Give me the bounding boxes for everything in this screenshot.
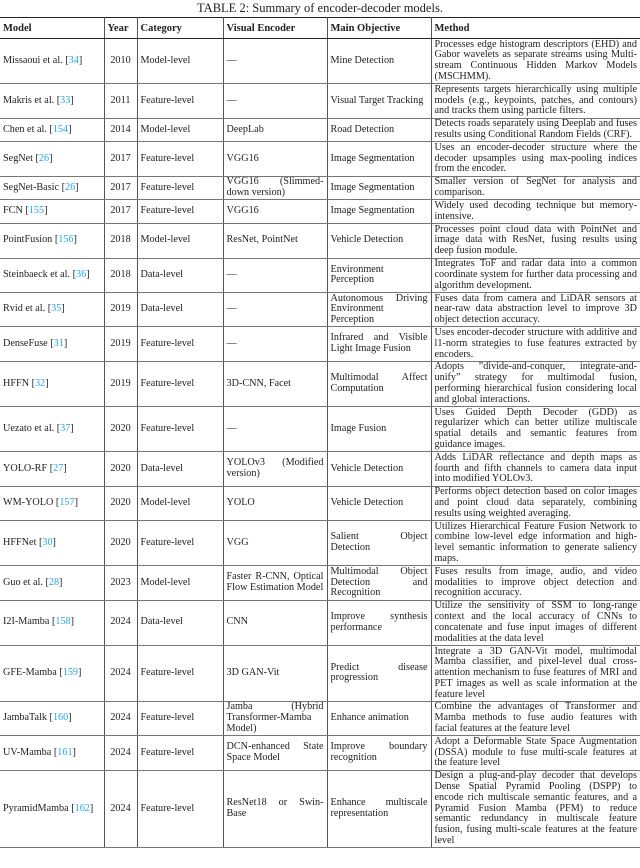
model-name: JambaTalk — [3, 712, 47, 724]
model-name: Makris et al. — [3, 94, 55, 106]
table-row — [0, 521, 640, 566]
model-cell: SegNet-Basic [26] — [0, 176, 104, 200]
citation-link[interactable]: 35 — [51, 303, 62, 315]
model-name: SegNet — [3, 152, 33, 164]
category-cell: Feature-level — [137, 701, 223, 735]
citation-link[interactable]: 34 — [68, 54, 79, 66]
category-cell: Feature-level — [137, 361, 223, 406]
method-cell: Represents targets hierarchically using multiple models (e.g., keypoints, patches, and contours) and tracks them using particle filters. — [431, 84, 640, 118]
model-name: Uezato et al. — [3, 422, 55, 434]
model-cell: Chen et al. [154] — [0, 118, 104, 142]
model-name: DenseFuse — [3, 337, 48, 349]
method-cell: Combine the advantages of Transformer and Mamba methods to fuse audio features with facial features at the feature level — [431, 701, 640, 735]
citation-link[interactable]: 155 — [28, 205, 45, 217]
method-cell: Adds LiDAR reflectance and depth maps as fourth and fifth channels to camera data input into modified YOLOv3. — [431, 452, 640, 486]
table-row — [0, 118, 640, 142]
main-objective-cell: Predict disease progression — [327, 645, 431, 701]
main-objective-cell: Mine Detection — [327, 39, 431, 84]
main-objective-cell: Image Segmentation — [327, 200, 431, 224]
table-row — [0, 84, 640, 118]
model-name: PointFusion — [3, 234, 53, 246]
main-objective-cell: Multimodal Object Detection and Recognition — [327, 566, 431, 600]
table-row — [0, 736, 640, 770]
year-cell: 2020 — [104, 486, 137, 520]
year-cell: 2020 — [104, 521, 137, 566]
method-cell: Utilizes Hierarchical Feature Fusion Network to combine low-level edge information and high-level semantic information to generate saliency maps. — [431, 521, 640, 566]
model-cell: PointFusion [156] — [0, 224, 104, 258]
citation-link[interactable]: 33 — [60, 94, 71, 106]
method-cell: Uses encoder-decoder structure with additive and l1-norm strategies to fuse features extracted by encoders. — [431, 327, 640, 361]
category-cell: Feature-level — [137, 200, 223, 224]
main-objective-cell: Improve synthesis performance — [327, 600, 431, 645]
year-cell: 2017 — [104, 200, 137, 224]
table-row — [0, 258, 640, 292]
main-objective-cell: Vehicle Detection — [327, 224, 431, 258]
citation-link[interactable]: 160 — [52, 712, 69, 724]
category-cell: Feature-level — [137, 176, 223, 200]
visual-encoder-cell: YOLO — [223, 486, 327, 520]
model-cell: Makris et al. [33] — [0, 84, 104, 118]
main-objective-cell: Enhance multiscale representation — [327, 770, 431, 847]
method-cell: Fuses results from image, audio, and video modalities to improve object detection and recognition accuracy. — [431, 566, 640, 600]
visual-encoder-cell: Jamba (Hybrid Transformer-Mamba Model) — [223, 701, 327, 735]
citation-link[interactable]: 32 — [35, 377, 46, 389]
main-objective-cell: Visual Target Tracking — [327, 84, 431, 118]
table-row — [0, 645, 640, 701]
year-cell: 2020 — [104, 452, 137, 486]
category-cell: Feature-level — [137, 142, 223, 176]
model-cell: Uezato et al. [37] — [0, 407, 104, 452]
main-objective-cell: Salient Object Detection — [327, 521, 431, 566]
category-cell: Feature-level — [137, 407, 223, 452]
model-cell: JambaTalk [160] — [0, 701, 104, 735]
citation-link[interactable]: 154 — [52, 123, 69, 135]
model-cell: PyramidMamba [162] — [0, 770, 104, 847]
visual-encoder-cell: — — [223, 84, 327, 118]
citation-link[interactable]: 158 — [55, 616, 71, 628]
method-cell: Processes point cloud data with PointNet and image data with ResNet, fusing results using deep fusion module. — [431, 224, 640, 258]
citation-link[interactable]: 37 — [60, 422, 71, 434]
year-cell: 2019 — [104, 361, 137, 406]
year-cell: 2019 — [104, 327, 137, 361]
model-cell: Guo et al. [28] — [0, 566, 104, 600]
model-cell: UV-Mamba [161] — [0, 736, 104, 770]
visual-encoder-cell: ResNet, PointNet — [223, 224, 327, 258]
model-name: Chen et al. — [3, 123, 47, 135]
visual-encoder-cell: VGG16 — [223, 142, 327, 176]
category-cell: Feature-level — [137, 84, 223, 118]
method-cell: Design a plug-and-play decoder that develops Dense Spatial Pyramid Pooling (DSPP) to encode rich multiscale semantic features, and a Pyramid Fusion Mamba (PFM) to reduce semantic redundancy in multiscale feature fusion, fusing multi-scale features at the feature level — [431, 770, 640, 847]
method-cell: Integrate a 3D GAN-Vit model, multimodal Mamba classifier, and pixel-level dual cross-attention mechanism to fuse features of MRI and PET images as well as scale information at the feature level — [431, 645, 640, 701]
table-row — [0, 452, 640, 486]
citation-link[interactable]: 27 — [53, 462, 64, 474]
year-cell: 2017 — [104, 142, 137, 176]
year-cell: 2018 — [104, 258, 137, 292]
category-cell: Model-level — [137, 39, 223, 84]
table-row — [0, 407, 640, 452]
year-cell: 2010 — [104, 39, 137, 84]
category-cell: Data-level — [137, 600, 223, 645]
year-cell: 2011 — [104, 84, 137, 118]
table-row — [0, 327, 640, 361]
citation-link[interactable]: 161 — [57, 746, 73, 758]
main-objective-cell: Image Segmentation — [327, 176, 431, 200]
header-visual-encoder: Visual Encoder — [223, 18, 327, 39]
year-cell: 2014 — [104, 118, 137, 142]
table-row — [0, 39, 640, 84]
method-cell: Integrates ToF and radar data into a common coordinate system for further data processing and algorithm development. — [431, 258, 640, 292]
category-cell: Model-level — [137, 566, 223, 600]
visual-encoder-cell: — — [223, 407, 327, 452]
table-row — [0, 142, 640, 176]
model-cell: HFFNet [30] — [0, 521, 104, 566]
header-model: Model — [0, 18, 104, 39]
table-row — [0, 770, 640, 847]
year-cell: 2024 — [104, 600, 137, 645]
header-category: Category — [137, 18, 223, 39]
model-cell: HFFN [32] — [0, 361, 104, 406]
model-cell: Rvid et al. [35] — [0, 293, 104, 327]
main-objective-cell: Environment Perception — [327, 258, 431, 292]
model-name: WM-YOLO — [3, 497, 54, 509]
visual-encoder-cell: CNN — [223, 600, 327, 645]
citation-link[interactable]: 26 — [38, 152, 50, 164]
table-row — [0, 200, 640, 224]
method-cell: Detects roads separately using Deeplab and fuses results using Conditional Random Fields (CRF). — [431, 118, 640, 142]
category-cell: Data-level — [137, 452, 223, 486]
method-cell: Uses Guided Depth Decoder (GDD) as regularizer which can better utilize multiscale spatial details and semantic features from guidance images. — [431, 407, 640, 452]
table-row — [0, 361, 640, 406]
visual-encoder-cell: DeepLab — [223, 118, 327, 142]
table-row — [0, 486, 640, 520]
model-cell: DenseFuse [31] — [0, 327, 104, 361]
visual-encoder-cell: ResNet18 or Swin-Base — [223, 770, 327, 847]
citation-link[interactable]: 30 — [42, 536, 53, 548]
visual-encoder-cell: — — [223, 258, 327, 292]
visual-encoder-cell: DCN-enhanced State Space Model — [223, 736, 327, 770]
model-cell: Steinbaeck et al. [36] — [0, 258, 104, 292]
model-cell: FCN [155] — [0, 200, 104, 224]
citation-link[interactable]: 157 — [59, 497, 75, 509]
main-objective-cell: Infrared and Visible Light Image Fusion — [327, 327, 431, 361]
model-name: SegNet-Basic — [3, 181, 60, 193]
year-cell: 2020 — [104, 407, 137, 452]
category-cell: Data-level — [137, 293, 223, 327]
model-cell: SegNet [26] — [0, 142, 104, 176]
model-name: YOLO-RF — [3, 462, 48, 474]
method-cell: Utilize the sensitivity of SSM to long-range context and the local accuracy of CNNs to concatenate and fuse input images of different modalities at the data level — [431, 600, 640, 645]
model-cell: YOLO-RF [27] — [0, 452, 104, 486]
table-row — [0, 701, 640, 735]
encoder-decoder-table — [0, 17, 640, 848]
category-cell: Feature-level — [137, 770, 223, 847]
year-cell: 2017 — [104, 176, 137, 200]
method-cell: Fuses data from camera and LiDAR sensors at near-raw data abstraction level to improve 3D object detection accuracy. — [431, 293, 640, 327]
citation-link[interactable]: 156 — [58, 234, 74, 246]
table-row — [0, 224, 640, 258]
main-objective-cell: Multimodal Affect Computation — [327, 361, 431, 406]
main-objective-cell: Improve boundary recognition — [327, 736, 431, 770]
category-cell: Model-level — [137, 118, 223, 142]
table-row — [0, 176, 640, 200]
year-cell: 2024 — [104, 770, 137, 847]
citation-link[interactable]: 159 — [62, 667, 78, 679]
table-row — [0, 566, 640, 600]
method-cell: Adopts ”divide-and-conquer, integrate-and-unify” strategy for multimodal fusion, performing hierarchical fusion considering local and global interactions. — [431, 361, 640, 406]
category-cell: Model-level — [137, 486, 223, 520]
category-cell: Feature-level — [137, 521, 223, 566]
citation-link[interactable]: 28 — [48, 576, 60, 588]
citation-link[interactable]: 36 — [76, 268, 87, 280]
model-name: HFFNet — [3, 536, 37, 548]
visual-encoder-cell: VGG16 (Slimmed-down version) — [223, 176, 327, 200]
year-cell: 2019 — [104, 293, 137, 327]
header-method: Method — [431, 18, 640, 39]
year-cell: 2024 — [104, 701, 137, 735]
year-cell: 2023 — [104, 566, 137, 600]
category-cell: Model-level — [137, 224, 223, 258]
model-cell: I2I-Mamba [158] — [0, 600, 104, 645]
visual-encoder-cell: YOLOv3 (Modified version) — [223, 452, 327, 486]
method-cell: Widely used decoding technique but memory-intensive. — [431, 200, 640, 224]
model-name: HFFN — [3, 377, 30, 389]
main-objective-cell: Enhance animation — [327, 701, 431, 735]
method-cell: Performs object detection based on color images and point cloud data separately, combining results using weighted averaging. — [431, 486, 640, 520]
main-objective-cell: Road Detection — [327, 118, 431, 142]
table-row — [0, 293, 640, 327]
visual-encoder-cell: 3D GAN-Vit — [223, 645, 327, 701]
model-cell: Missaoui et al. [34] — [0, 39, 104, 84]
category-cell: Feature-level — [137, 736, 223, 770]
main-objective-cell: Image Segmentation — [327, 142, 431, 176]
visual-encoder-cell: 3D-CNN, Facet — [223, 361, 327, 406]
year-cell: 2018 — [104, 224, 137, 258]
model-name: PyramidMamba — [3, 802, 69, 814]
visual-encoder-cell: VGG16 — [223, 200, 327, 224]
table-row — [0, 600, 640, 645]
method-cell: Processes edge histogram descriptors (EHD) and Gabor wavelets as separate streams using Multi-stream Continuous Hidden Markov Models (MSCHMM). — [431, 39, 640, 84]
visual-encoder-cell: Faster R-CNN, Optical Flow Estimation Model — [223, 566, 327, 600]
visual-encoder-cell: — — [223, 39, 327, 84]
model-name: I2I-Mamba — [3, 616, 50, 628]
visual-encoder-cell: — — [223, 327, 327, 361]
main-objective-cell: Vehicle Detection — [327, 452, 431, 486]
main-objective-cell: Vehicle Detection — [327, 486, 431, 520]
category-cell: Feature-level — [137, 645, 223, 701]
method-cell: Uses an encoder-decoder structure where the decoder upsamples using max-pooling indices from the encoder. — [431, 142, 640, 176]
category-cell: Feature-level — [137, 327, 223, 361]
model-name: Missaoui et al. — [3, 54, 63, 66]
visual-encoder-cell: VGG — [223, 521, 327, 566]
table-caption: TABLE 2: Summary of encoder-decoder models. — [197, 1, 443, 15]
model-name: FCN — [3, 205, 23, 217]
header-year: Year — [104, 18, 137, 39]
method-cell: Smaller version of SegNet for analysis and comparison. — [431, 176, 640, 200]
header-main-objective: Main Objective — [327, 18, 431, 39]
citation-link[interactable]: 26 — [64, 181, 76, 193]
main-objective-cell: Autonomous Driving Environment Perception — [327, 293, 431, 327]
method-cell: Adopt a Deformable State Space Augmentation (DSSA) module to fuse multi-scale features at the feature level — [431, 736, 640, 770]
model-cell: GFE-Mamba [159] — [0, 645, 104, 701]
category-cell: Data-level — [137, 258, 223, 292]
model-name: Guo et al. — [3, 576, 43, 588]
citation-link[interactable]: 31 — [53, 337, 64, 349]
year-cell: 2024 — [104, 645, 137, 701]
model-cell: WM-YOLO [157] — [0, 486, 104, 520]
model-name: Steinbaeck et al. — [3, 268, 71, 280]
model-name: Rvid et al. — [3, 303, 46, 315]
citation-link[interactable]: 162 — [74, 802, 90, 814]
main-objective-cell: Image Fusion — [327, 407, 431, 452]
model-name: UV-Mamba — [3, 746, 52, 758]
visual-encoder-cell: — — [223, 293, 327, 327]
table-header-row — [0, 18, 640, 39]
year-cell: 2024 — [104, 736, 137, 770]
model-name: GFE-Mamba — [3, 667, 57, 679]
